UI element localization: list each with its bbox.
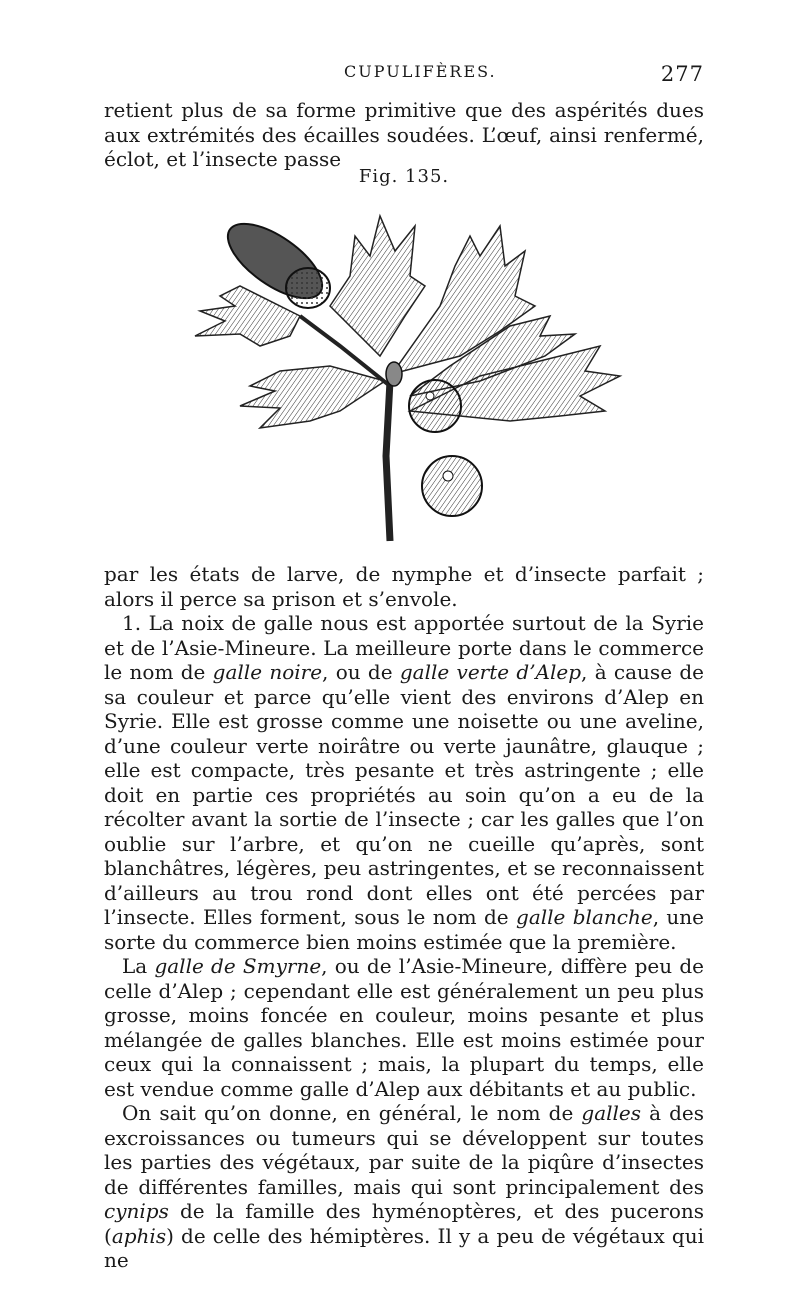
italic-term: galle blanche — [516, 905, 653, 929]
italic-term: galle verte d’Alep — [399, 660, 582, 684]
text-run: , à cause de sa couleur et parce qu’elle vient des environs d’Alep en Syrie. Elle est grosse comme une noisette ou une aveline, d’une couleur verte noirâtre ou verte jaunâtre, glauque ; elle est compacte, très pesante et très astringente ; elle doit en partie ces propriétés au soin qu’on a eu de la récolter avant la sortie de l’insecte ; car les galles que l’on oublie sur l’arbre, et qu’on ne cueille qu’après, sont blanchâtres, légères, peu astringentes, et se reconnaissent d’ailleurs au trou rond dont elles ont été percées par l’insecte. Elles forment, sous le nom de — [104, 660, 704, 929]
text-run: 1. La noix de galle nous est apportée surtout de la Syrie et de l’Asie-Mineure. La meilleure porte dans le commerce le nom de — [104, 611, 704, 684]
running-title: CUPULIFÈRES. — [344, 62, 497, 81]
italic-term: galle noire — [212, 660, 323, 684]
oak-branch-engraving — [180, 196, 640, 546]
text-run: à des excroissances ou tumeurs qui se développent sur toutes les parties des végétaux, par suite de la piqûre d’insectes de différentes familles, mais qui sont principalement des — [104, 1101, 704, 1199]
page-header — [104, 62, 704, 90]
text-block-bottom — [104, 562, 704, 1273]
oak-gall-illustration — [180, 196, 640, 546]
text-run: On sait qu’on donne, en général, le nom de — [122, 1101, 582, 1125]
text-run: , une sorte du commerce bien moins estimée que la première. — [104, 905, 705, 954]
text-run: La — [122, 954, 155, 978]
paragraph-3 — [104, 1101, 704, 1273]
italic-term: aphis — [111, 1223, 167, 1248]
text-run: , ou de — [322, 660, 400, 684]
paragraph-2 — [104, 954, 704, 1101]
text-block-top — [104, 98, 704, 172]
page-number: 277 — [660, 62, 704, 86]
figure-caption: Fig. 135. — [358, 166, 450, 187]
paragraph-continued: retient plus de sa forme primitive que des aspérités dues aux extrémités des écailles soudées. L’œuf, ainsi renfermé, éclot, et l’insecte passe — [104, 98, 704, 171]
italic-term: galles — [581, 1101, 642, 1125]
text-run: de la famille des hyménoptères, et des pucerons ( — [104, 1199, 704, 1248]
text-run: , ou de l’Asie-Mineure, diffère peu de celle d’Alep ; cependant elle est généralement un peu plus grosse, moins foncée en couleur, moins pesante et plus mélangée de galles blanches. Elle est moins estimée pour ceux qui la connaissent ; mais, la plupart du temps, elle est vendue comme galle d’Alep aux débitants et au public. — [104, 954, 705, 1101]
text-run: ) de celle des hémiptères. Il y a peu de végétaux qui ne — [104, 1223, 704, 1272]
italic-term: galle de Smyrne — [154, 954, 322, 978]
italic-term: cynips — [104, 1199, 169, 1223]
paragraph-0: par les états de larve, de nymphe et d’insecte parfait ; alors il perce sa prison et s’envole. — [104, 562, 704, 611]
paragraph-1 — [104, 611, 704, 954]
